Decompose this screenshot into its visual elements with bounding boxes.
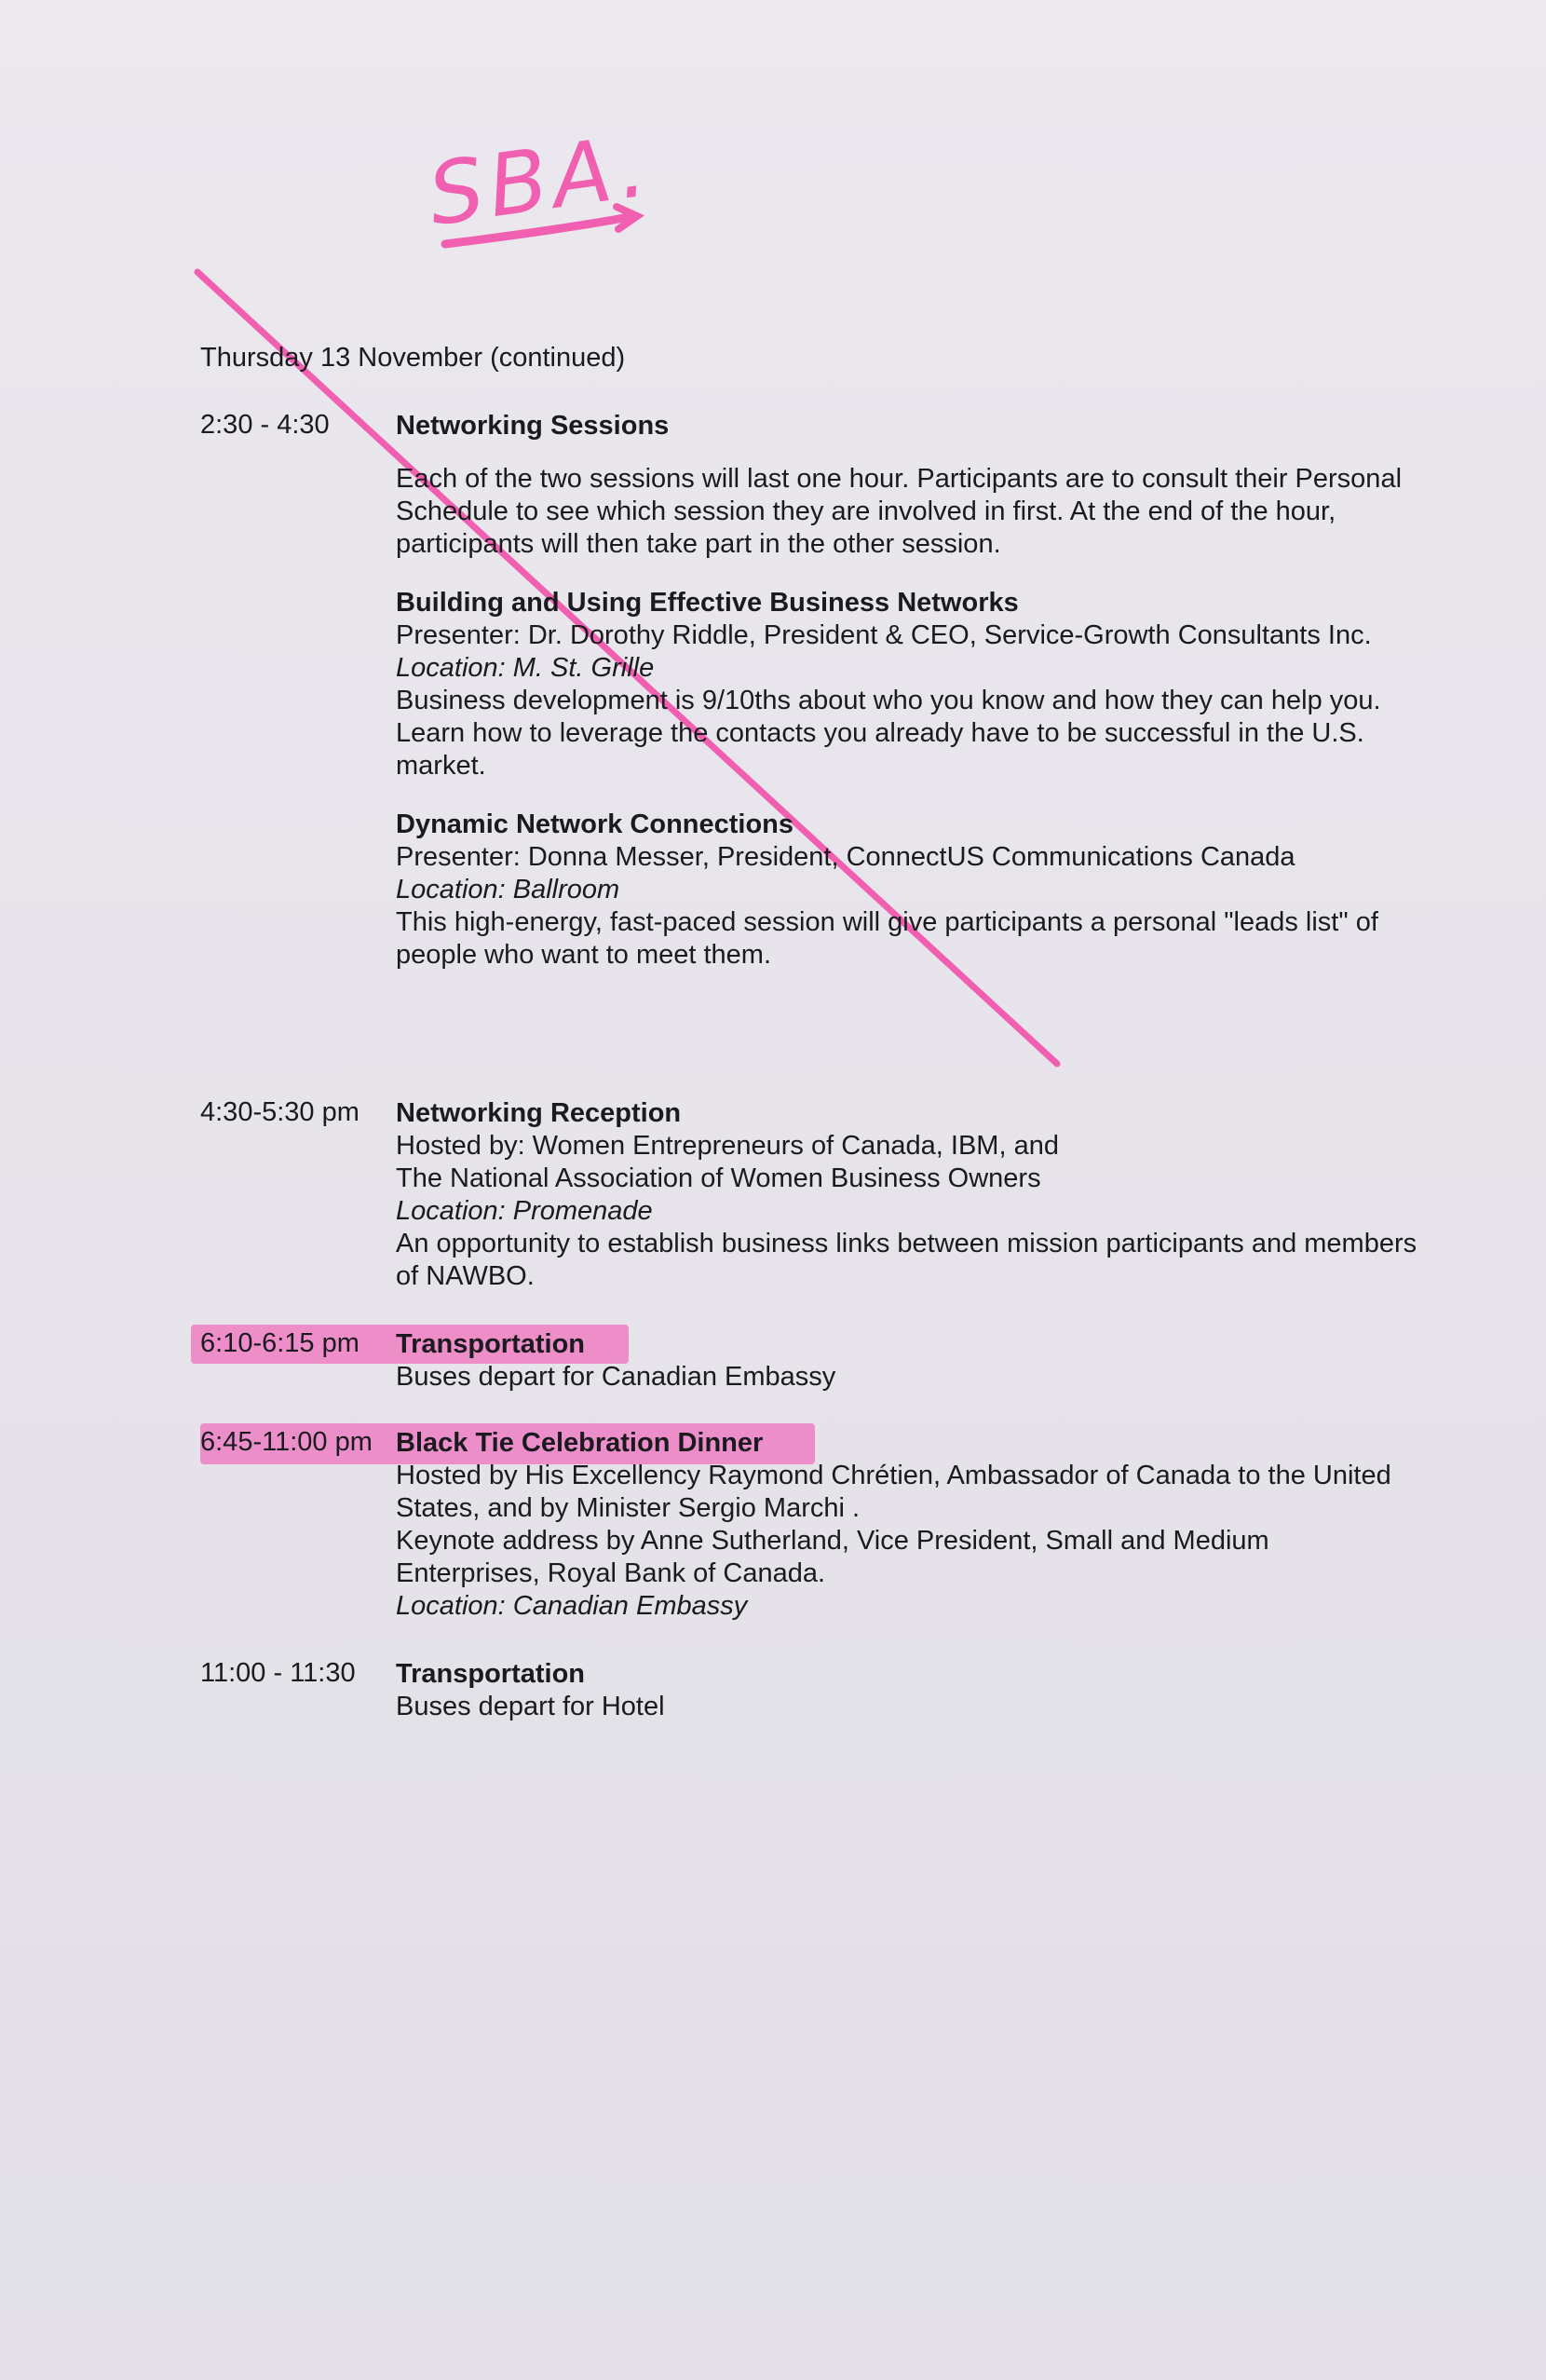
entry-body bbox=[396, 1427, 1420, 1623]
entry-time: 2:30 - 4:30 bbox=[200, 410, 330, 440]
session-location: Location: Ballroom bbox=[396, 875, 620, 904]
entry-location: Location: Promenade bbox=[396, 1196, 653, 1226]
entry-title: Networking Sessions bbox=[396, 411, 670, 441]
entry-description: An opportunity to establish business links between mission participants and members of NAWBO. bbox=[396, 1229, 1417, 1291]
entry-description: Buses depart for Hotel bbox=[396, 1692, 665, 1721]
session-location: Location: M. St. Grille bbox=[396, 653, 655, 683]
entry-time: 11:00 - 11:30 bbox=[200, 1658, 356, 1688]
session-presenter: Presenter: Dr. Dorothy Riddle, President & CEO, Service-Growth Consultants Inc. bbox=[396, 620, 1372, 650]
entry-title: Transportation bbox=[396, 1659, 586, 1689]
entry-location: Location: Canadian Embassy bbox=[396, 1591, 748, 1621]
session-description: Business development is 9/10ths about who you know and how they can help you. Learn how to leverage the contacts you already have to be successful in the U.S. market. bbox=[396, 686, 1381, 781]
entry-host-line: The National Association of Women Business Owners bbox=[396, 1163, 1041, 1193]
day-heading: Thursday 13 November (continued) bbox=[200, 343, 626, 373]
entry-body bbox=[396, 1097, 1420, 1293]
entry-time: 4:30-5:30 pm bbox=[200, 1097, 359, 1127]
entry-description: Hosted by His Excellency Raymond Chrétien, Ambassador of Canada to the United States, and by Minister Sergio Marchi . bbox=[396, 1461, 1391, 1523]
entry-time: 6:45-11:00 pm bbox=[200, 1427, 373, 1457]
session-description: This high-energy, fast-paced session will give participants a personal "leads list" of people who want to meet them. bbox=[396, 907, 1378, 970]
entry-title: Networking Reception bbox=[396, 1098, 682, 1128]
session-title: Building and Using Effective Business Networks bbox=[396, 588, 1019, 618]
entry-title: Transportation bbox=[396, 1329, 586, 1359]
session-dynamic-connections bbox=[396, 809, 1420, 972]
schedule-entry-black-tie-dinner bbox=[200, 1427, 1420, 1621]
session-title: Dynamic Network Connections bbox=[396, 809, 794, 839]
entry-time: 6:10-6:15 pm bbox=[200, 1328, 359, 1358]
entry-title: Black Tie Celebration Dinner bbox=[396, 1428, 764, 1458]
schedule-entry-transportation-embassy bbox=[200, 1328, 1420, 1392]
session-building-networks bbox=[396, 587, 1420, 782]
entry-keynote: Keynote address by Anne Sutherland, Vice President, Small and Medium Enterprises, Royal Bank of Canada. bbox=[396, 1526, 1269, 1588]
entry-host-line: Hosted by: Women Entrepreneurs of Canada, IBM, and bbox=[396, 1131, 1059, 1161]
entry-description: Buses depart for Canadian Embassy bbox=[396, 1362, 836, 1392]
entry-description: Each of the two sessions will last one hour. Participants are to consult their Personal Schedule to see which session they are involved in first. At the end of the hour, participants will then take part in the other session. bbox=[396, 464, 1403, 559]
entry-body bbox=[396, 1658, 1420, 1723]
handwritten-annotation: SBA. bbox=[422, 115, 658, 246]
entry-body bbox=[396, 410, 1420, 972]
entry-body bbox=[396, 1328, 1420, 1394]
session-presenter: Presenter: Donna Messer, President, ConnectUS Communications Canada bbox=[396, 842, 1295, 872]
